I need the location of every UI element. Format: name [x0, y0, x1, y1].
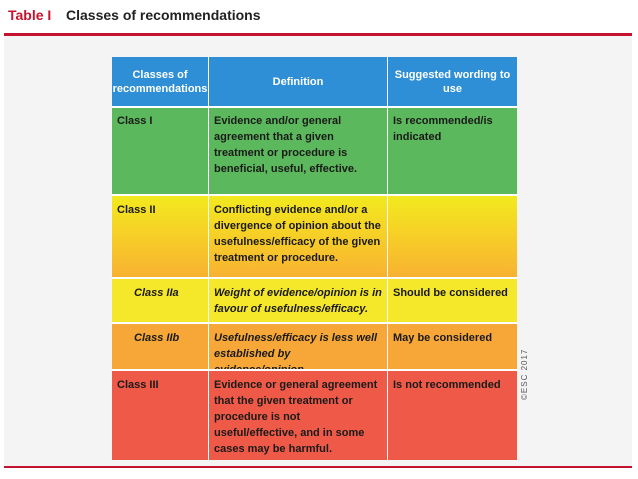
row-divider	[112, 194, 517, 196]
table-row	[112, 324, 517, 369]
row-divider	[112, 369, 517, 371]
table-row	[112, 196, 517, 277]
definition-cell: Weight of evidence/opinion is in favour of usefulness/efficacy.	[214, 287, 382, 315]
class-cell: Class II	[117, 204, 156, 216]
row-divider	[112, 277, 517, 279]
wording-cell	[388, 196, 517, 277]
row-divider	[112, 106, 517, 108]
definition-cell: Usefulness/efficacy is less well established by	[214, 332, 378, 360]
column-divider	[208, 57, 209, 460]
copyright-note: ©ESC 2017	[520, 348, 529, 400]
class-cell: Class III	[117, 379, 159, 391]
definition-cell: Conflicting evidence and/or a divergence of opinion about the usefulness/efficacy of the given treatment or procedure.	[214, 204, 381, 264]
table-header	[0, 0, 638, 34]
table-number: Table I	[8, 7, 52, 23]
table-title: Classes of recommendations	[66, 7, 261, 23]
recommendations-table	[112, 57, 517, 460]
table-row	[112, 371, 517, 460]
column-header-definition: Definition	[209, 57, 387, 106]
class-cell: Class I	[117, 115, 153, 127]
bottom-rule	[4, 466, 632, 468]
wording-cell: Is not recommended	[393, 379, 501, 391]
table-row	[112, 107, 517, 194]
row-divider	[112, 322, 517, 324]
definition-cell: Evidence and/or general agreement that a given treatment or procedure is beneficial, useful, effective.	[214, 115, 358, 175]
column-header-class: Classes of recommendations	[112, 57, 208, 106]
table-row	[112, 279, 517, 322]
wording-cell: May be considered	[393, 332, 493, 344]
wording-cell: Is recommended/is indicated	[393, 115, 493, 143]
column-header-wording: Suggested wording to use	[388, 57, 517, 106]
wording-cell: Should be considered	[393, 287, 508, 299]
class-cell: Class IIb	[134, 332, 180, 344]
class-cell: Class IIa	[134, 287, 179, 299]
column-divider	[387, 57, 388, 460]
definition-cell: Evidence or general agreement that the given treatment or procedure is not useful/effective, and in some cases may be harmful.	[214, 379, 378, 455]
